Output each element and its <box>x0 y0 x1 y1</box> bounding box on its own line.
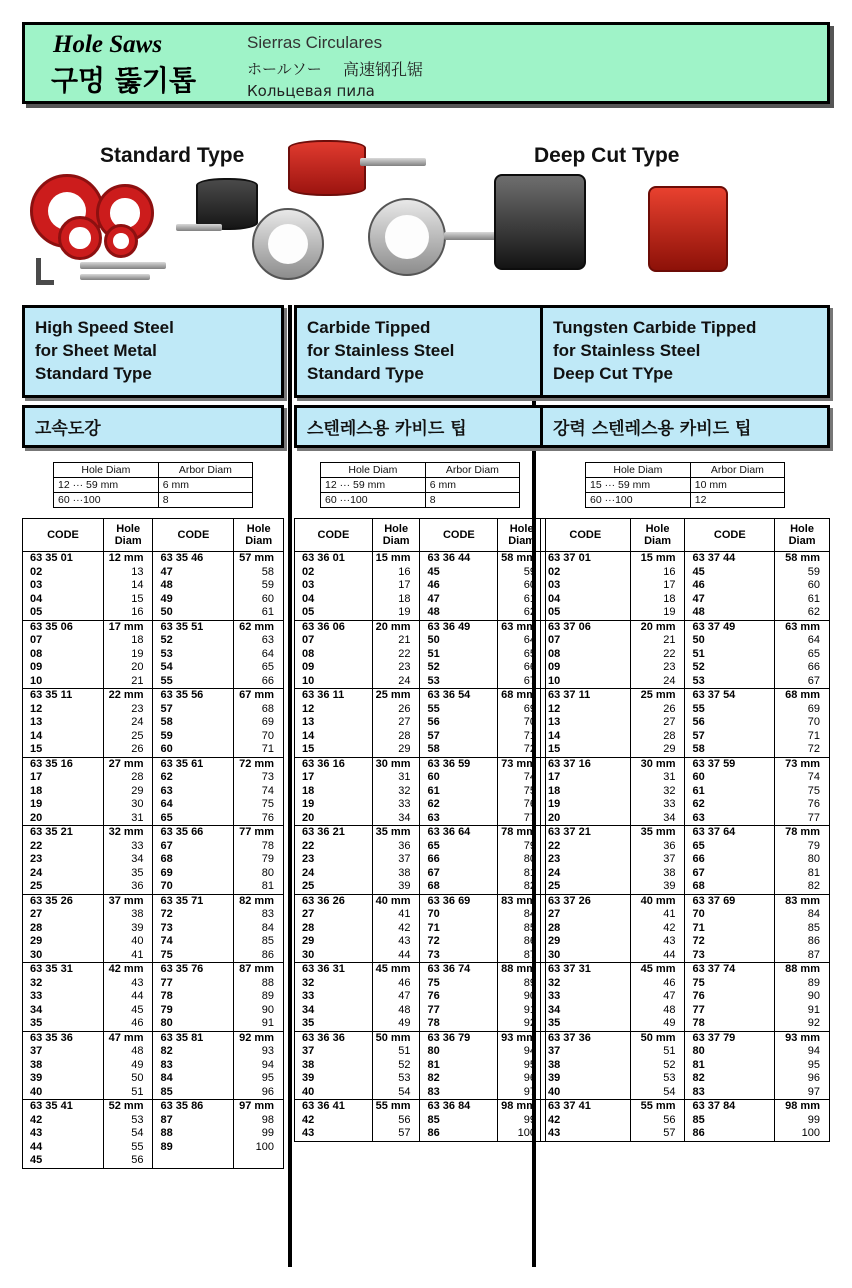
table-row <box>295 1100 546 1142</box>
hole-saw-carbide-2 <box>368 198 446 276</box>
code-table-hss <box>22 518 284 1169</box>
table-row <box>295 552 546 621</box>
cell-code-left: 63 37 16 17 18 19 20 <box>541 757 631 826</box>
th-diam-left: Hole Diam <box>103 519 153 552</box>
cell-diam-left: 32 mm 33 34 35 36 <box>103 826 153 895</box>
cell-code-right: 63 37 49 50 51 52 53 <box>685 620 775 689</box>
cell-diam-right: 58 mm 59 60 61 62 <box>775 552 830 621</box>
th-code-right: CODE <box>420 519 498 552</box>
table-row <box>23 1031 284 1100</box>
table-row <box>541 689 830 758</box>
table-row <box>295 1031 546 1100</box>
th-diam-left: Hole Diam <box>630 519 685 552</box>
cell-code-left: 63 37 31 32 33 34 35 <box>541 963 631 1032</box>
spec-table-hss <box>53 462 253 508</box>
cell-diam-right: 93 mm 94 95 96 97 <box>498 1031 546 1100</box>
cell-diam-left: 45 mm 46 47 48 49 <box>372 963 420 1032</box>
cell-code-left: 63 35 21 22 23 24 25 <box>23 826 104 895</box>
product-illustration <box>0 112 852 297</box>
th-diam-right: Hole Diam <box>775 519 830 552</box>
cell-diam-left: 17 mm 18 19 20 21 <box>103 620 153 689</box>
spec-hole-range-2: 60 ···100 <box>54 493 159 508</box>
cell-code-right: 63 36 59 60 61 62 63 <box>420 757 498 826</box>
cell-code-right: 63 37 74 75 76 77 78 <box>685 963 775 1032</box>
table-row <box>541 552 830 621</box>
arbor-rod-carbide <box>444 232 500 240</box>
product-column-carbide <box>294 305 546 1142</box>
cell-diam-right: 57 mm 58 59 60 61 <box>234 552 284 621</box>
table-row <box>23 894 284 963</box>
table-row <box>23 689 284 758</box>
cell-diam-left: 47 mm 48 49 50 51 <box>103 1031 153 1100</box>
spec-hole-range-1: 15 ··· 59 mm <box>586 478 691 493</box>
cell-diam-left: 40 mm 41 42 43 44 <box>630 894 685 963</box>
code-table-header-row <box>541 519 830 552</box>
cell-diam-right: 63 mm 64 65 66 67 <box>498 620 546 689</box>
cell-code-right: 63 35 46 47 48 49 50 <box>153 552 234 621</box>
cell-diam-right: 78 mm 79 80 81 82 <box>775 826 830 895</box>
cell-code-left: 63 36 26 27 28 29 30 <box>295 894 373 963</box>
cell-diam-right: 98 mm 99 100 <box>775 1100 830 1142</box>
table-row <box>23 620 284 689</box>
column-divider-1 <box>288 305 292 1267</box>
code-table-carbide <box>294 518 546 1142</box>
spec-table-wrap-tungsten <box>540 448 830 508</box>
cell-code-left: 63 35 06 07 08 09 10 <box>23 620 104 689</box>
cell-diam-right: 77 mm 78 79 80 81 <box>234 826 284 895</box>
cell-code-left: 63 36 31 32 33 34 35 <box>295 963 373 1032</box>
spec-table-wrap-carbide <box>294 448 546 508</box>
cell-code-left: 63 35 26 27 28 29 30 <box>23 894 104 963</box>
table-row <box>541 620 830 689</box>
spec-hole-range-2: 60 ···100 <box>586 493 691 508</box>
cell-diam-left: 15 mm 16 17 18 19 <box>630 552 685 621</box>
cell-diam-left: 30 mm 31 32 33 34 <box>372 757 420 826</box>
cell-code-left: 63 36 21 22 23 24 25 <box>295 826 373 895</box>
spec-arbor-2: 12 <box>690 493 784 508</box>
cell-code-right: 63 35 61 62 63 64 65 <box>153 757 234 826</box>
th-diam-right: Hole Diam <box>234 519 284 552</box>
category-line-2: for Stainless Steel <box>307 341 455 360</box>
cell-code-right: 63 35 56 57 58 59 60 <box>153 689 234 758</box>
cell-diam-right: 68 mm 69 70 71 72 <box>498 689 546 758</box>
cell-diam-left: 45 mm 46 47 48 49 <box>630 963 685 1032</box>
table-row <box>541 826 830 895</box>
category-box-tungsten <box>540 305 830 398</box>
table-row <box>541 1031 830 1100</box>
cell-code-right: 63 36 64 65 66 67 68 <box>420 826 498 895</box>
table-row <box>23 963 284 1032</box>
spec-header-arbor: Arbor Diam <box>425 463 519 478</box>
category-line-2: for Sheet Metal <box>35 341 157 360</box>
hole-saw-red-cup <box>288 140 366 196</box>
category-line-3: Standard Type <box>35 364 152 383</box>
category-line-1: High Speed Steel <box>35 318 174 337</box>
cell-diam-right: 88 mm 89 90 91 92 <box>498 963 546 1032</box>
spec-arbor-1: 10 mm <box>690 478 784 493</box>
product-column-hss <box>22 305 284 1169</box>
cell-code-right: 63 37 79 80 81 82 83 <box>685 1031 775 1100</box>
code-table-tungsten <box>540 518 830 1142</box>
product-column-tungsten <box>540 305 830 1142</box>
spec-arbor-1: 6 mm <box>425 478 519 493</box>
cell-diam-right: 63 mm 64 65 66 67 <box>775 620 830 689</box>
cell-diam-right: 73 mm 74 75 76 77 <box>775 757 830 826</box>
arbor-rod-bimetal <box>176 224 222 231</box>
table-row <box>295 826 546 895</box>
category-line-1: Tungsten Carbide Tipped <box>553 318 757 337</box>
spec-table-wrap-hss <box>22 448 284 508</box>
cell-code-right: 63 37 59 60 61 62 63 <box>685 757 775 826</box>
category-box-kr-tungsten: 강력 스텐레스용 카비드 팁 <box>540 405 830 448</box>
category-box-carbide <box>294 305 546 398</box>
cell-code-right: 63 36 69 70 71 72 73 <box>420 894 498 963</box>
banner-title-cn: 高速钢孔锯 <box>343 60 424 79</box>
cell-diam-left: 37 mm 38 39 40 41 <box>103 894 153 963</box>
table-row <box>541 757 830 826</box>
cell-diam-right: 62 mm 63 64 65 66 <box>234 620 284 689</box>
cell-diam-left: 20 mm 21 22 23 24 <box>372 620 420 689</box>
table-row <box>295 757 546 826</box>
cell-diam-right: 73 mm 74 75 76 77 <box>498 757 546 826</box>
code-table-body-hss <box>23 552 284 1169</box>
table-row <box>295 894 546 963</box>
cell-code-left: 63 37 01 02 03 04 05 <box>541 552 631 621</box>
th-code-left: CODE <box>23 519 104 552</box>
cell-diam-left: 35 mm 36 37 38 39 <box>372 826 420 895</box>
cell-code-right: 63 35 71 72 73 74 75 <box>153 894 234 963</box>
cell-code-left: 63 37 21 22 23 24 25 <box>541 826 631 895</box>
cell-diam-left: 35 mm 36 37 38 39 <box>630 826 685 895</box>
cell-code-left: 63 37 36 37 38 39 40 <box>541 1031 631 1100</box>
table-row <box>23 826 284 895</box>
spec-header-hole: Hole Diam <box>54 463 159 478</box>
spec-arbor-1: 6 mm <box>158 478 252 493</box>
cell-diam-right: 78 mm 79 80 81 82 <box>498 826 546 895</box>
cell-code-left: 63 35 36 37 38 39 40 <box>23 1031 104 1100</box>
cell-code-right: 63 36 49 50 51 52 53 <box>420 620 498 689</box>
banner-title-en: Hole Saws <box>53 31 163 58</box>
cell-diam-left: 12 mm 13 14 15 16 <box>103 552 153 621</box>
category-box-kr-carbide: 스텐레스용 카비드 팁 <box>294 405 546 448</box>
table-row <box>295 689 546 758</box>
cell-code-right: 63 35 66 67 68 69 70 <box>153 826 234 895</box>
cell-code-right: 63 35 51 52 53 54 55 <box>153 620 234 689</box>
table-row <box>23 1100 284 1169</box>
category-line-1: Carbide Tipped <box>307 318 431 337</box>
spec-arbor-2: 8 <box>158 493 252 508</box>
cell-diam-left: 25 mm 26 27 28 29 <box>372 689 420 758</box>
code-table-body-carbide <box>295 552 546 1142</box>
spec-hole-range-1: 12 ··· 59 mm <box>321 478 426 493</box>
cell-code-left: 63 36 01 02 03 04 05 <box>295 552 373 621</box>
banner-title-ru: Кольцевая пила <box>247 82 375 100</box>
cell-code-left: 63 35 01 02 03 04 05 <box>23 552 104 621</box>
hole-saw-red-small <box>58 216 102 260</box>
th-diam-right: Hole Diam <box>498 519 546 552</box>
cell-code-right: 63 35 86 87 88 89 <box>153 1100 234 1169</box>
category-box-kr-hss: 고속도강 <box>22 405 284 448</box>
cell-code-left: 63 36 16 17 18 19 20 <box>295 757 373 826</box>
spec-header-hole: Hole Diam <box>586 463 691 478</box>
cell-code-right: 63 36 54 55 56 57 58 <box>420 689 498 758</box>
cell-diam-left: 25 mm 26 27 28 29 <box>630 689 685 758</box>
cell-code-right: 63 36 74 75 76 77 78 <box>420 963 498 1032</box>
cell-diam-left: 22 mm 23 24 25 26 <box>103 689 153 758</box>
cell-code-left: 63 37 41 42 43 <box>541 1100 631 1142</box>
table-row <box>23 552 284 621</box>
banner-title-jp: ホールソー <box>247 60 322 78</box>
cell-diam-left: 50 mm 51 52 53 54 <box>630 1031 685 1100</box>
cell-code-left: 63 37 06 07 08 09 10 <box>541 620 631 689</box>
cell-diam-left: 50 mm 51 52 53 54 <box>372 1031 420 1100</box>
standard-type-label: Standard Type <box>100 144 245 167</box>
spec-hole-range-2: 60 ···100 <box>321 493 426 508</box>
hole-saw-red-tiny <box>104 224 138 258</box>
table-row <box>541 963 830 1032</box>
banner-title-es: Sierras Circulares <box>247 33 383 52</box>
cell-diam-right: 97 mm 98 99 100 <box>234 1100 284 1169</box>
cell-code-right: 63 37 44 45 46 47 48 <box>685 552 775 621</box>
cell-diam-left: 20 mm 21 22 23 24 <box>630 620 685 689</box>
cell-diam-right: 87 mm 88 89 90 91 <box>234 963 284 1032</box>
cell-code-right: 63 37 64 65 66 67 68 <box>685 826 775 895</box>
cell-code-right: 63 37 84 85 86 <box>685 1100 775 1142</box>
cell-diam-left: 15 mm 16 17 18 19 <box>372 552 420 621</box>
th-code-right: CODE <box>685 519 775 552</box>
cell-code-left: 63 37 26 27 28 29 30 <box>541 894 631 963</box>
code-table-body-tungsten <box>541 552 830 1142</box>
cell-code-left: 63 36 06 07 08 09 10 <box>295 620 373 689</box>
deep-cut-type-label: Deep Cut Type <box>534 144 680 167</box>
hex-key-arm <box>36 280 54 285</box>
cell-diam-right: 88 mm 89 90 91 92 <box>775 963 830 1032</box>
page-banner <box>22 22 830 104</box>
cell-diam-right: 68 mm 69 70 71 72 <box>775 689 830 758</box>
spec-hole-range-1: 12 ··· 59 mm <box>54 478 159 493</box>
table-row <box>295 620 546 689</box>
cell-code-left: 63 35 16 17 18 19 20 <box>23 757 104 826</box>
cell-diam-left: 55 mm 56 57 <box>372 1100 420 1142</box>
cell-code-left: 63 36 11 12 13 14 15 <box>295 689 373 758</box>
cell-code-right: 63 37 54 55 56 57 58 <box>685 689 775 758</box>
cell-diam-left: 42 mm 43 44 45 46 <box>103 963 153 1032</box>
cell-diam-left: 30 mm 31 32 33 34 <box>630 757 685 826</box>
cell-diam-right: 72 mm 73 74 75 76 <box>234 757 284 826</box>
cell-diam-right: 83 mm 84 85 86 87 <box>775 894 830 963</box>
arbor-shank-2 <box>80 274 150 280</box>
hole-saw-bimetal <box>196 178 258 230</box>
cell-diam-left: 55 mm 56 57 <box>630 1100 685 1142</box>
cell-diam-right: 82 mm 83 84 85 86 <box>234 894 284 963</box>
cell-diam-right: 58 mm 59 60 61 62 <box>498 552 546 621</box>
hole-saw-deep-red <box>648 186 728 272</box>
cell-diam-right: 98 mm 99 100 <box>498 1100 546 1142</box>
cell-code-left: 63 37 11 12 13 14 15 <box>541 689 631 758</box>
banner-title-kr: 구멍 뚫기톱 <box>51 64 196 97</box>
spec-header-arbor: Arbor Diam <box>158 463 252 478</box>
cell-code-right: 63 36 84 85 86 <box>420 1100 498 1142</box>
cell-code-right: 63 37 69 70 71 72 73 <box>685 894 775 963</box>
category-line-3: Deep Cut TYpe <box>553 364 673 383</box>
category-line-2: for Stainless Steel <box>553 341 701 360</box>
spec-header-hole: Hole Diam <box>321 463 426 478</box>
hole-saw-carbide-1 <box>252 208 324 280</box>
arbor-shank-1 <box>80 262 166 269</box>
th-code-left: CODE <box>295 519 373 552</box>
spec-table-tungsten <box>585 462 785 508</box>
cell-code-right: 63 36 79 80 81 82 83 <box>420 1031 498 1100</box>
category-line-3: Standard Type <box>307 364 424 383</box>
cell-code-right: 63 35 81 82 83 84 85 <box>153 1031 234 1100</box>
spec-arbor-2: 8 <box>425 493 519 508</box>
cell-diam-right: 93 mm 94 95 96 97 <box>775 1031 830 1100</box>
cell-code-right: 63 36 44 45 46 47 48 <box>420 552 498 621</box>
cell-code-right: 63 35 76 77 78 79 80 <box>153 963 234 1032</box>
cell-diam-right: 83 mm 84 85 86 87 <box>498 894 546 963</box>
table-row <box>541 1100 830 1142</box>
cell-diam-right: 92 mm 93 94 95 96 <box>234 1031 284 1100</box>
cell-diam-left: 52 mm 53 54 55 56 <box>103 1100 153 1169</box>
code-table-header-row <box>295 519 546 552</box>
spec-table-carbide <box>320 462 520 508</box>
cell-code-left: 63 35 41 42 43 44 45 <box>23 1100 104 1169</box>
cell-code-left: 63 35 11 12 13 14 15 <box>23 689 104 758</box>
cell-diam-right: 67 mm 68 69 70 71 <box>234 689 284 758</box>
th-code-right: CODE <box>153 519 234 552</box>
th-diam-left: Hole Diam <box>372 519 420 552</box>
cell-code-left: 63 36 41 42 43 <box>295 1100 373 1142</box>
cell-code-left: 63 35 31 32 33 34 35 <box>23 963 104 1032</box>
table-row <box>23 757 284 826</box>
category-box-hss <box>22 305 284 398</box>
table-row <box>295 963 546 1032</box>
code-table-header-row <box>23 519 284 552</box>
hole-saw-deep-black <box>494 174 586 270</box>
cell-diam-left: 40 mm 41 42 43 44 <box>372 894 420 963</box>
arbor-rod-center <box>360 158 426 166</box>
spec-header-arbor: Arbor Diam <box>690 463 784 478</box>
th-code-left: CODE <box>541 519 631 552</box>
cell-code-left: 63 36 36 37 38 39 40 <box>295 1031 373 1100</box>
table-row <box>541 894 830 963</box>
cell-diam-left: 27 mm 28 29 30 31 <box>103 757 153 826</box>
